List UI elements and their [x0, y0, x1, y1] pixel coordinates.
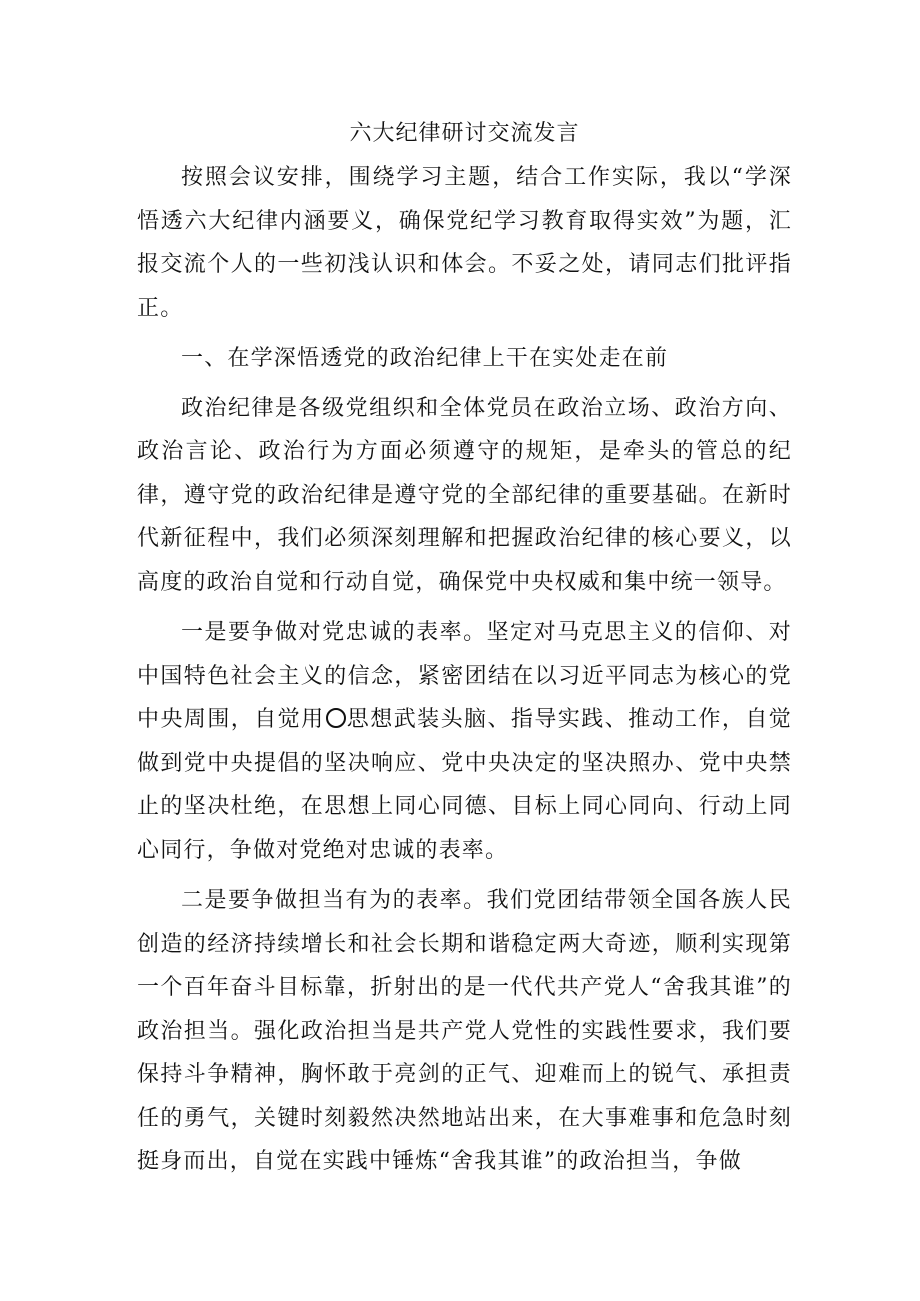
point2-paragraph: 二是要争做担当有为的表率。我们党团结带领全国各族人民创造的经济持续增长和社会长期和谐稳定两大奇迹，顺利实现第一个百年奋斗目标靠，折射出的是一代代共产党人“舍我其谁”的政治担当。强化政治担当是共产党人党性的实践性要求，我们要保持斗争精神，胸怀敢于亮剑的正气、迎难而上的锐气、承担责任的勇气，关键时刻毅然决然地站出来，在大事难事和危急时刻挺身而出，自觉在实践中锤炼“舍我其谁”的政治担当，争做 [137, 888, 792, 1174]
circle-placeholder-icon [326, 708, 346, 728]
point1-text-after: 思想武装头脑、指导实践、推动工作，自觉做到党中央提倡的坚决响应、党中央决定的坚决照办、党中央禁止的坚决杜绝，在思想上同心同德、目标上同心同向、行动上同心同行，争做对党绝对忠诚的表率。 [137, 707, 792, 863]
point1-text-before: 一是要争做对党忠诚的表率。坚定对马克思主义的信仰、对中国特色社会主义的信念，紧密团结在以习近平同志为核心的党中央周围，自觉用 [137, 620, 792, 732]
point1-paragraph [137, 611, 792, 872]
intro-paragraph: 按照会议安排，围绕学习主题，结合工作实际，我以“学深悟透六大纪律内涵要义，确保党纪学习教育取得实效”为题，汇报交流个人的一些初浅认识和体会。不妥之处，请同志们批评指正。 [137, 165, 792, 321]
section1-heading: 一、在学深悟透党的政治纪律上干在实处走在前 [181, 346, 669, 371]
section1-body-paragraph: 政治纪律是各级党组织和全体党员在政治立场、政治方向、政治言论、政治行为方面必须遵守的规矩，是牵头的管总的纪律，遵守党的政治纪律是遵守党的全部纪律的重要基础。在新时代新征程中，我们必须深刻理解和把握政治纪律的核心要义，以高度的政治自觉和行动自觉，确保党中央权威和集中统一领导。 [137, 395, 792, 595]
document-page [137, 112, 792, 1191]
document-title: 六大纪律研讨交流发言 [349, 121, 580, 146]
